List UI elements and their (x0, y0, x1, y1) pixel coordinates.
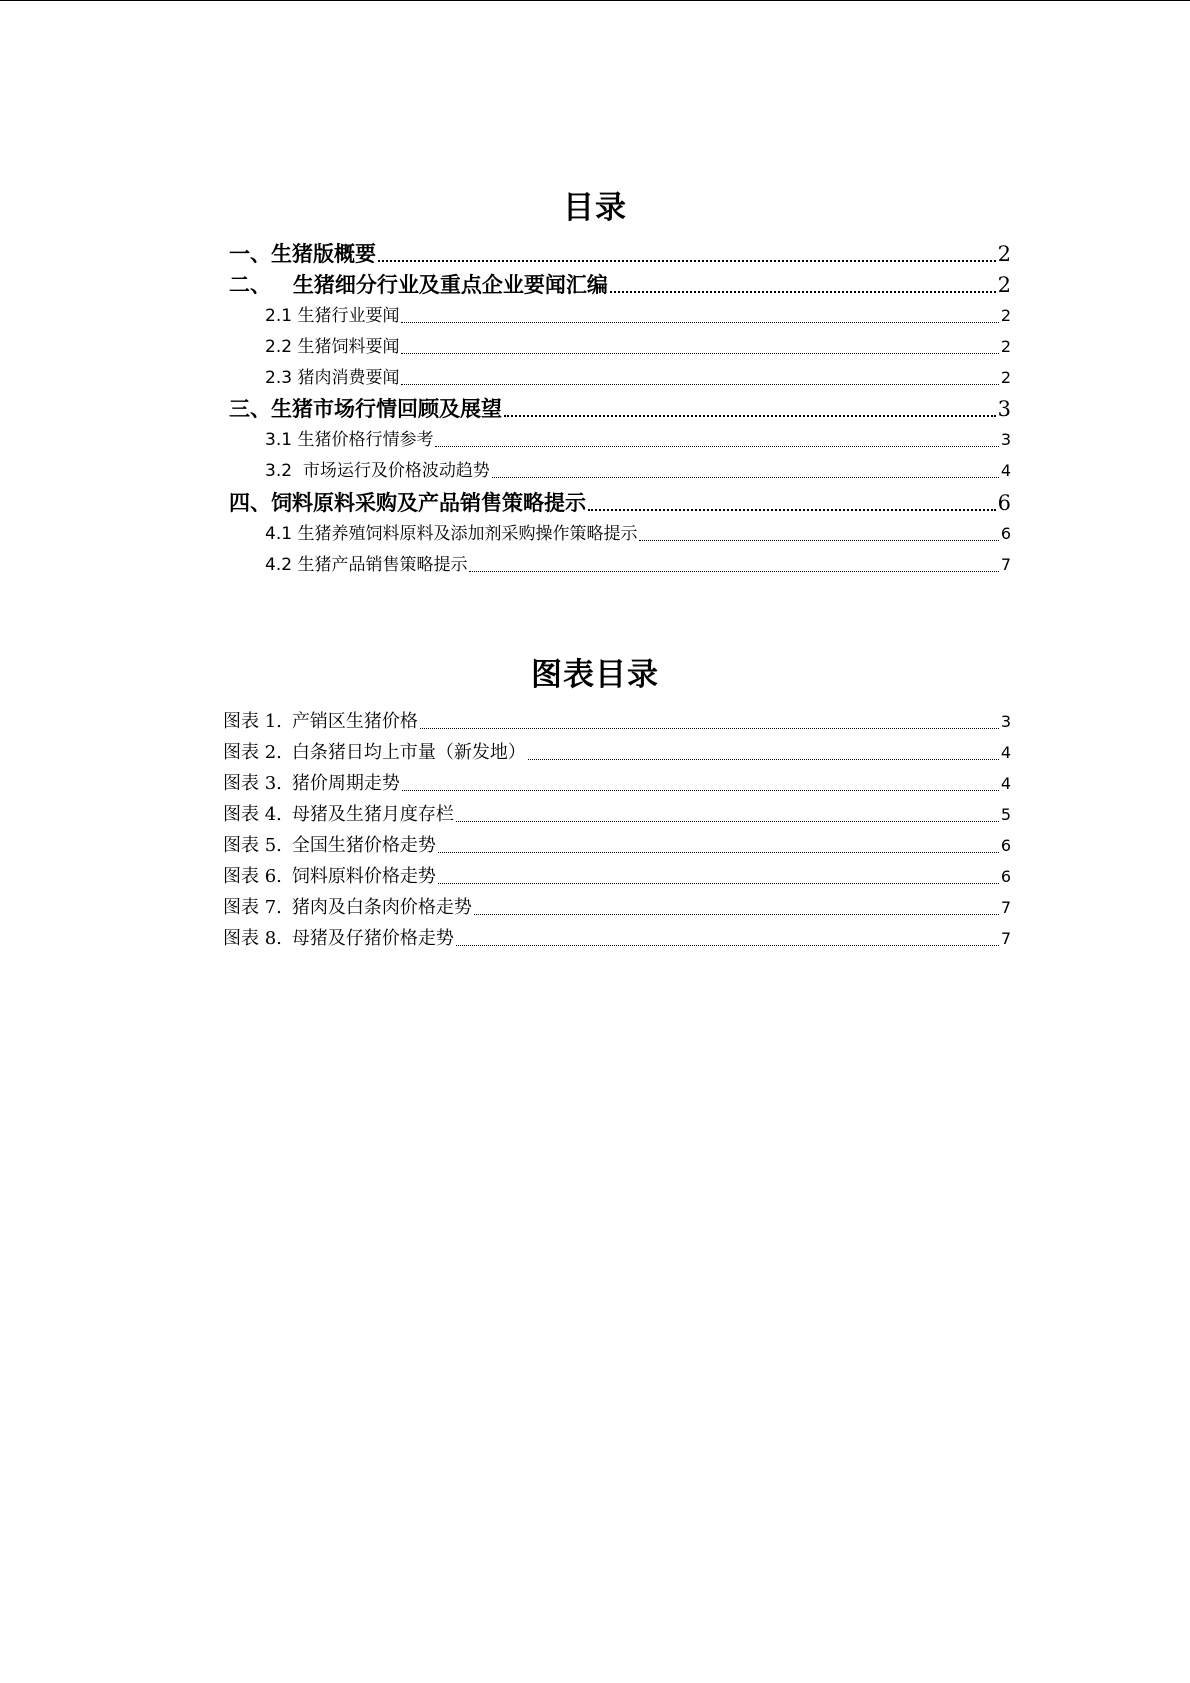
figure-entry-page: 7 (1000, 898, 1011, 917)
figure-name: 猪肉及白条肉价格走势 (291, 897, 472, 918)
dot-leader (528, 759, 999, 760)
toc-entry-2-2[interactable] (265, 334, 1011, 360)
toc-entry-4[interactable] (229, 488, 1011, 518)
toc-entry-title: 四、饲料原料采购及产品销售策略提示 (229, 491, 586, 515)
figure-label: 图表 8. (223, 928, 282, 949)
dot-leader (456, 821, 999, 822)
figure-label: 图表 7. (223, 897, 282, 918)
toc-entry-title: 4.1 生猪养殖饲料原料及添加剂采购操作策略提示 (265, 524, 638, 544)
figure-entry-page: 3 (1000, 712, 1011, 731)
toc-entry-3-1[interactable] (265, 427, 1011, 453)
toc-entry-2-3[interactable] (265, 365, 1011, 391)
toc-entry-page: 2 (1000, 306, 1011, 325)
dot-leader (402, 790, 999, 791)
dot-leader (401, 322, 998, 323)
figure-entry-page: 4 (1000, 743, 1011, 762)
dot-leader (504, 415, 996, 417)
toc-entry-title: 3.1 生猪价格行情参考 (265, 430, 434, 450)
figure-entry-8[interactable] (223, 926, 1011, 952)
toc-entry-page: 7 (1000, 555, 1011, 574)
figure-entry-2[interactable] (223, 740, 1011, 766)
toc-entry-3-2[interactable] (265, 458, 1011, 484)
figure-entry-title (223, 864, 436, 890)
toc-entry-page: 2 (997, 242, 1011, 266)
figure-entry-page: 7 (1000, 929, 1011, 948)
figure-entry-4[interactable] (223, 802, 1011, 828)
figure-entry-title (223, 833, 436, 859)
toc-entry-page: 6 (997, 491, 1011, 515)
toc-entry-page: 2 (997, 273, 1011, 297)
figure-name: 产销区生猪价格 (291, 711, 418, 732)
figure-entry-title (223, 802, 454, 828)
toc-entry-4-1[interactable] (265, 521, 1011, 547)
figure-entry-6[interactable] (223, 864, 1011, 890)
figure-label: 图表 3. (223, 773, 282, 794)
toc-heading: 目录 (563, 190, 627, 226)
dot-leader (474, 914, 999, 915)
toc-entry-2-1[interactable] (265, 303, 1011, 329)
dot-leader (420, 728, 999, 729)
toc-entry-title: 2.1 生猪行业要闻 (265, 306, 400, 326)
figure-entry-title (223, 740, 526, 766)
toc-entry-title: 2.3 猪肉消费要闻 (265, 368, 400, 388)
figure-entry-1[interactable] (223, 709, 1011, 735)
toc-entry-page: 2 (1000, 368, 1011, 387)
dot-leader (401, 384, 998, 385)
dot-leader (435, 446, 998, 447)
dot-leader (469, 571, 998, 572)
figure-entry-5[interactable] (223, 833, 1011, 859)
figure-entry-title (223, 926, 454, 952)
toc-entry-2[interactable] (229, 270, 1011, 300)
figure-entry-title (223, 771, 400, 797)
dot-leader (610, 291, 996, 293)
figure-entry-title (223, 709, 418, 735)
figure-entry-3[interactable] (223, 771, 1011, 797)
figure-label: 图表 6. (223, 866, 282, 887)
toc-entry-title: 三、生猪市场行情回顾及展望 (229, 397, 502, 421)
dot-leader (401, 353, 998, 354)
figure-label: 图表 2. (223, 742, 282, 763)
toc-entry-title: 4.2 生猪产品销售策略提示 (265, 555, 468, 575)
toc-entry-title: 2.2 生猪饲料要闻 (265, 337, 400, 357)
toc-entry-1[interactable] (229, 239, 1011, 269)
toc-entry-title: 一、生猪版概要 (229, 242, 376, 266)
dot-leader (639, 540, 998, 541)
toc-entry-title: 二、 生猪细分行业及重点企业要闻汇编 (229, 273, 608, 297)
toc-entry-page: 3 (1000, 430, 1011, 449)
dot-leader (492, 477, 999, 478)
figure-label: 图表 5. (223, 835, 282, 856)
figure-name: 猪价周期走势 (291, 773, 400, 794)
figure-entry-page: 6 (1000, 867, 1011, 886)
figure-name: 母猪及生猪月度存栏 (291, 804, 454, 825)
dot-leader (456, 945, 999, 946)
toc-entry-page: 2 (1000, 337, 1011, 356)
toc-entry-4-2[interactable] (265, 552, 1011, 578)
toc-entry-page: 4 (1000, 461, 1011, 480)
figure-label: 图表 1. (223, 711, 282, 732)
figure-label: 图表 4. (223, 804, 282, 825)
figure-entry-page: 4 (1000, 774, 1011, 793)
dot-leader (378, 260, 996, 262)
figure-entry-page: 5 (1000, 805, 1011, 824)
toc-entry-3[interactable] (229, 394, 1011, 424)
toc-entry-page: 6 (1000, 524, 1011, 543)
dot-leader (588, 509, 996, 511)
figure-name: 全国生猪价格走势 (291, 835, 436, 856)
figure-name: 母猪及仔猪价格走势 (291, 928, 454, 949)
figure-entry-title (223, 895, 472, 921)
figures-heading: 图表目录 (531, 657, 659, 693)
figure-name: 饲料原料价格走势 (291, 866, 436, 887)
figure-entry-page: 6 (1000, 836, 1011, 855)
figure-name: 白条猪日均上市量（新发地） (291, 742, 526, 763)
figure-entry-7[interactable] (223, 895, 1011, 921)
dot-leader (438, 883, 999, 884)
dot-leader (438, 852, 999, 853)
toc-entry-title: 3.2 市场运行及价格波动趋势 (265, 461, 490, 481)
toc-entry-page: 3 (997, 397, 1011, 421)
